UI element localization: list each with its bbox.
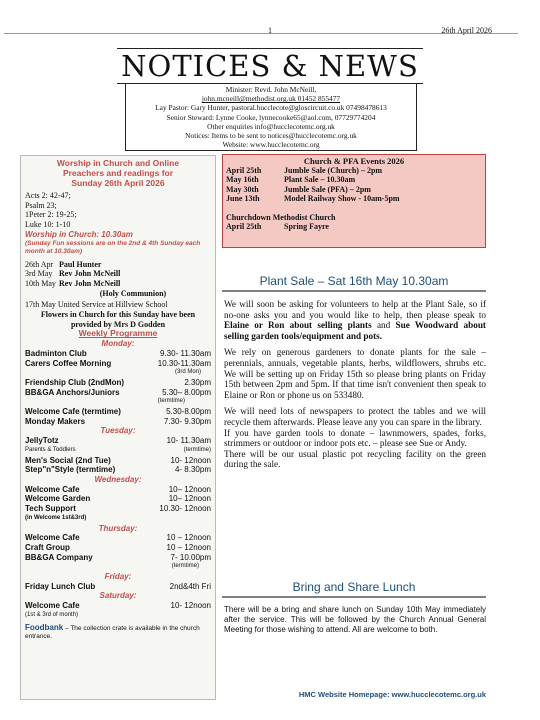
preacher-row: 10th May Rev John McNeill bbox=[25, 278, 121, 288]
programme-row: BB&GA Company 7- 10.00pm bbox=[25, 552, 211, 562]
programme-note: Parents & Toddlers (termtime) bbox=[25, 446, 211, 453]
reading-3: 1Peter 2: 19-25; bbox=[25, 210, 77, 220]
day-tuesday: Tuesday: bbox=[100, 426, 136, 436]
events-title: Church & PFA Events 2026 bbox=[303, 156, 405, 166]
event-row: April 25th Jumble Sale (Church) – 2pm bbox=[226, 166, 383, 176]
minister-line: Minister: Revd. John McNeill, bbox=[225, 85, 317, 94]
preachers-heading: Preachers and readings for bbox=[62, 168, 174, 178]
worship-column bbox=[20, 155, 216, 700]
programme-note: (termtime) bbox=[157, 398, 185, 405]
flowers-note: Flowers in Church for this Sunday have been provided by Mrs D Godden bbox=[40, 310, 196, 329]
foodbank-note: Foodbank – The collection crate is available in the church entrance. bbox=[25, 622, 200, 640]
reading-2: Psalm 23; bbox=[25, 200, 57, 210]
programme-row: BB&GA Anchors/Juniors 5.30– 8.00pm bbox=[25, 387, 211, 397]
programme-row: Badminton Club 9.30- 11.30am bbox=[25, 348, 211, 358]
share-lunch-rule bbox=[222, 596, 486, 598]
day-thursday: Thursday: bbox=[98, 523, 138, 533]
page-title: NOTICES & NEWS bbox=[0, 48, 540, 84]
programme-row: Friendship Club (2ndMon) 2.30pm bbox=[25, 377, 211, 387]
day-friday: Friday: bbox=[104, 572, 132, 582]
notices-line: Notices: Items to be sent to notices@hucclecotemc.org.uk bbox=[185, 131, 357, 141]
reading-1: Acts 2: 42-47; bbox=[25, 191, 71, 200]
website-line[interactable]: Website: www.hucclecotemc.org bbox=[222, 140, 320, 150]
programme-row: Welcome Cafe 10- 12noon bbox=[25, 601, 211, 611]
events-subtitle: Churchdown Methodist Church bbox=[226, 213, 336, 223]
footer-website[interactable]: HMC Website Homepage: www.hucclecotemc.org.uk bbox=[298, 690, 486, 699]
plant-sale-paragraph: If you have garden tools to donate – lawnmowers, spades, forks, strimmers or outdoor or indoor pots etc. – please see Sue or Andy. bbox=[224, 427, 486, 449]
share-lunch-body: There will be a bring and share lunch on Sunday 10th May immediately after the service. This will be followed by the Church Annual General Meeting for those wishing to attend. All are welcome to both. bbox=[224, 605, 486, 635]
plant-sale-paragraph: We will need lots of newspapers to protect the tables and we will recycle them afterwards. Please leave any you can spare in the library. bbox=[224, 406, 486, 427]
share-lunch-title: Bring and Share Lunch bbox=[292, 580, 416, 594]
day-monday: Monday: bbox=[101, 339, 135, 349]
plant-sale-paragraph: We will soon be asking for volunteers to help at the Plant Sale, so if no-one asks you and you would like to help, then please speak to Elaine or Ron about selling plants and Sue Woodward about selling garden tools/equipment and pots. bbox=[224, 299, 486, 341]
programme-row: Craft Group 10 – 12noon bbox=[25, 542, 211, 552]
programme-row: Carers Coffee Morning 10.30-11.30am bbox=[25, 358, 211, 368]
programme-row: Welcome Cafe 10– 12noon bbox=[25, 484, 211, 494]
event-row: April 25th Spring Fayre bbox=[226, 222, 329, 232]
issue-date: 26th April 2026 bbox=[441, 26, 492, 35]
masthead bbox=[125, 83, 417, 151]
programme-row: Step"n"Style (termtime) 4- 8.30pm bbox=[25, 465, 211, 475]
minister-contact[interactable]: john.mcneill@methodist.org.uk 01452 855477 bbox=[201, 94, 341, 104]
programme-row: Welcome Cafe (termtime) 5.30-8.00pm bbox=[25, 407, 211, 417]
programme-row: JellyTotz 10- 11.30am bbox=[25, 436, 211, 446]
united-service: 17th May United Service at Hillview School bbox=[25, 300, 168, 310]
event-row: May 16th Plant Sale – 10.30am bbox=[226, 175, 356, 185]
programme-note: (1st & 3rd of month) bbox=[25, 611, 79, 618]
programme-row: Men's Social (2nd Tue) 10- 12noon bbox=[25, 455, 211, 465]
sunday-heading: Sunday 26th April 2026 bbox=[71, 178, 165, 188]
page-number: 1 bbox=[268, 26, 272, 35]
worship-time: Worship in Church: 10.30am bbox=[25, 229, 133, 239]
day-saturday: Saturday: bbox=[99, 591, 137, 601]
programme-note: (3rd Mon) bbox=[174, 369, 201, 376]
holy-communion-note: (Holy Communion) bbox=[99, 288, 167, 298]
weekly-programme-title: Weekly Programme bbox=[78, 328, 158, 339]
programme-row: Welcome Garden 10– 12noon bbox=[25, 494, 211, 504]
plant-sale-paragraph: There will be our usual plastic pot recycling facility on the green during the sale. bbox=[224, 448, 486, 470]
events-box bbox=[222, 154, 486, 248]
sunday-fun-note: (Sunday Fun sessions are on the 2nd & 4th Sunday each month at 10.30am) bbox=[25, 239, 201, 256]
plant-sale-paragraph: We rely on generous gardeners to donate plants for the sale – perennials, annuals, vegetable plants, herbs, wildflowers, shrubs etc. We will be setting up on Friday 15th so please bring plants on Friday 15th between 2pm and 5pm. If that time isn't convenient then speak to Elaine or Ron or phone us on 533480. bbox=[224, 347, 486, 400]
programme-row: Monday Makers 7.30- 9.30pm bbox=[25, 416, 211, 426]
event-row: June 13th Model Railway Show - 10am-5pm bbox=[226, 193, 400, 203]
programme-note: (termtime) bbox=[171, 563, 199, 570]
event-row: May 30th Jumble Sale (PFA) – 2pm bbox=[226, 184, 371, 194]
senior-steward-line: Senior Steward: Lynne Cooke, lynnecooke65@aol.com, 07729774204 bbox=[166, 112, 376, 122]
reading-4: Luke 10: 1-10 bbox=[25, 220, 71, 230]
plant-sale-title: Plant Sale – Sat 16th May 10.30am bbox=[259, 274, 449, 288]
programme-row: Friday Lunch Club 2nd&4th Fri bbox=[25, 581, 211, 591]
programme-note: (in Welcome 1st&3rd) bbox=[25, 514, 87, 521]
programme-row: Welcome Cafe 10 – 12noon bbox=[25, 533, 211, 543]
preacher-row: 3rd May Rev John McNeill bbox=[25, 269, 121, 279]
worship-heading: Worship in Church and Online bbox=[56, 158, 180, 168]
lay-pastor-line: Lay Pastor: Gary Hunter, pastoral.hucclecote@gloscircuit.co.uk 07498478613 bbox=[155, 103, 387, 113]
preacher-row: 26th Apr Paul Hunter bbox=[25, 259, 102, 269]
day-wednesday: Wednesday: bbox=[94, 474, 142, 484]
enquiries-line: Other enquiries info@hucclecotemc.org.uk bbox=[207, 121, 335, 131]
plant-sale-rule bbox=[222, 290, 486, 292]
programme-row: Tech Support 10.30- 12noon bbox=[25, 504, 211, 514]
header-rule bbox=[4, 33, 518, 34]
plant-sale-body bbox=[224, 299, 486, 470]
